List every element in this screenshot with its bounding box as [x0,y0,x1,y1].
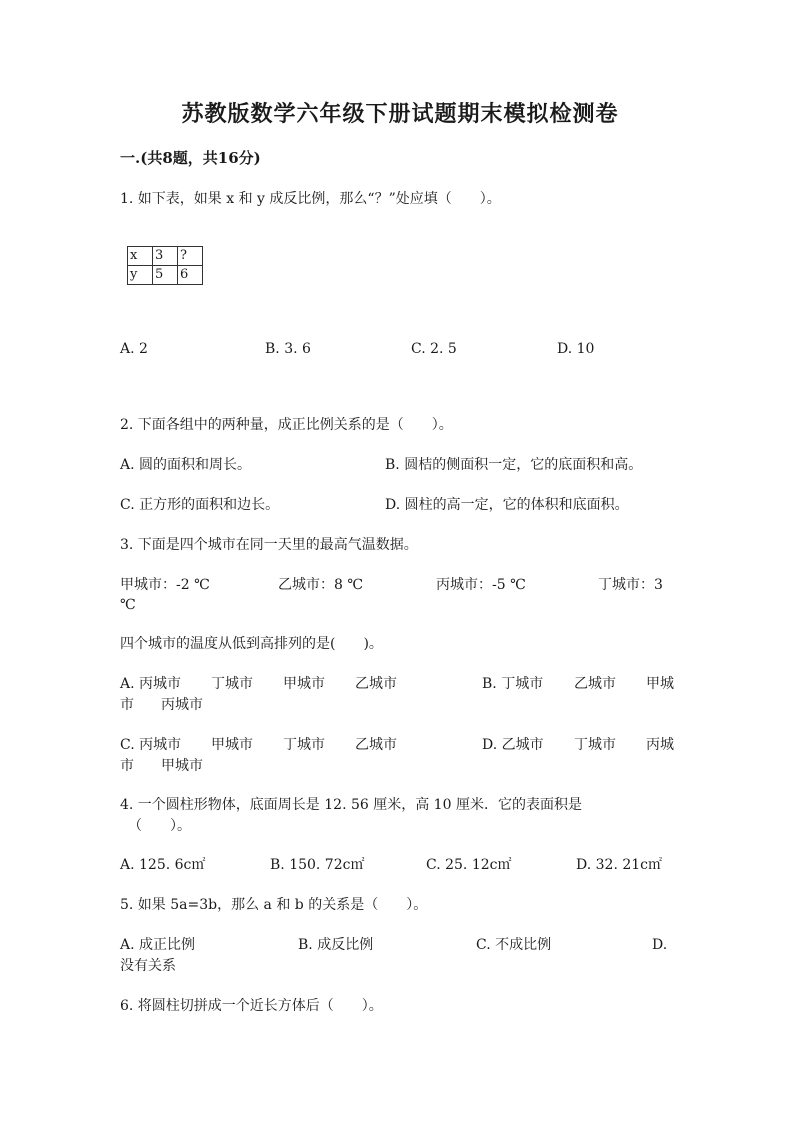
option-part: 乙城市 [355,676,397,692]
q4-option-a[interactable]: A. 125. 6c㎡ [120,857,206,873]
q1-option-a[interactable]: A. 2 [120,341,148,357]
option-part: D. 乙城市 [482,737,544,753]
q3-question: 四个城市的温度从低到高排列的是( )。 [120,636,383,652]
q2-option-d[interactable]: D. 圆柱的高一定，它的体积和底面积。 [385,497,629,513]
option-part: 丙城市 [161,697,203,713]
option-part: 市 [120,697,134,713]
q3-temp-jia: 甲城市：-2 ℃ [120,577,210,593]
option-part: A. 丙城市 [120,676,182,692]
q5-option-b[interactable]: B. 成反比例 [298,937,374,953]
table-row [128,247,203,266]
q4-option-d[interactable]: D. 32. 21c㎡ [576,857,662,873]
option-part: 乙城市 [355,737,397,753]
q1-stem: 1. 如下表，如果 x 和 y 成反比例，那么“？”处应填（ ）。 [120,191,501,207]
xy-table [127,246,203,285]
q4-stem: 4. 一个圆柱形物体，底面周长是 12. 56 厘米，高 10 厘米．它的表面积是 [120,797,582,813]
q6-stem: 6. 将圆柱切拼成一个近长方体后（ ）。 [120,998,383,1014]
q1-option-b[interactable]: B. 3. 6 [265,341,311,357]
q3-temp-ding: 丁城市：3 [598,577,663,593]
page-title: 苏教版数学六年级下册试题期末模拟检测卷 [181,101,619,127]
section-heading: 一.(共8题，共16分) [120,149,261,167]
q3-stem: 3. 下面是四个城市在同一天里的最高气温数据。 [120,537,418,553]
q5-option-a[interactable]: A. 成正比例 [120,937,196,953]
table-cell: 3 [153,247,178,266]
q2-stem: 2. 下面各组中的两种量，成正比例关系的是（ ）。 [120,417,453,433]
option-part: 丁城市 [283,737,325,753]
option-part: 丁城市 [211,676,253,692]
q2-option-c[interactable]: C. 正方形的面积和边长。 [120,497,280,513]
q2-option-a[interactable]: A. 圆的面积和周长。 [120,457,252,473]
option-part: 甲城 [646,676,674,692]
q4-option-c[interactable]: C. 25. 12c㎡ [426,857,512,873]
option-part: 市 [120,758,134,774]
table-cell: 5 [153,266,178,285]
q4-stem-wrap: （ ）。 [128,818,191,834]
q3-temp-unit-wrap: ℃ [120,597,136,613]
option-part: 没有关系 [120,958,176,974]
option-part: 乙城市 [574,676,616,692]
option-part: D. [652,937,668,953]
table-cell: y [128,266,153,285]
table-row [128,266,203,285]
option-part: 丙城 [646,737,674,753]
q3-temp-bing: 丙城市：-5 ℃ [436,577,526,593]
option-part: 甲城市 [211,737,253,753]
q3-temp-yi: 乙城市：8 ℃ [278,577,364,593]
q5-stem: 5. 如果 5a=3b，那么 a 和 b 的关系是（ ）。 [120,897,428,913]
table-cell: ? [178,247,203,266]
q2-option-b[interactable]: B. 圆桔的侧面积一定，它的底面积和高。 [385,457,643,473]
q5-option-c[interactable]: C. 不成比例 [476,937,552,953]
q4-option-b[interactable]: B. 150. 72c㎡ [270,857,365,873]
table-cell: 6 [178,266,203,285]
table-cell: x [128,247,153,266]
option-part: 甲城市 [161,758,203,774]
q1-option-c[interactable]: C. 2. 5 [411,341,457,357]
option-part: B. 丁城市 [482,676,544,692]
option-part: 甲城市 [283,676,325,692]
option-part: C. 丙城市 [120,737,182,753]
option-part: 丁城市 [574,737,616,753]
q1-option-d[interactable]: D. 10 [557,341,595,357]
